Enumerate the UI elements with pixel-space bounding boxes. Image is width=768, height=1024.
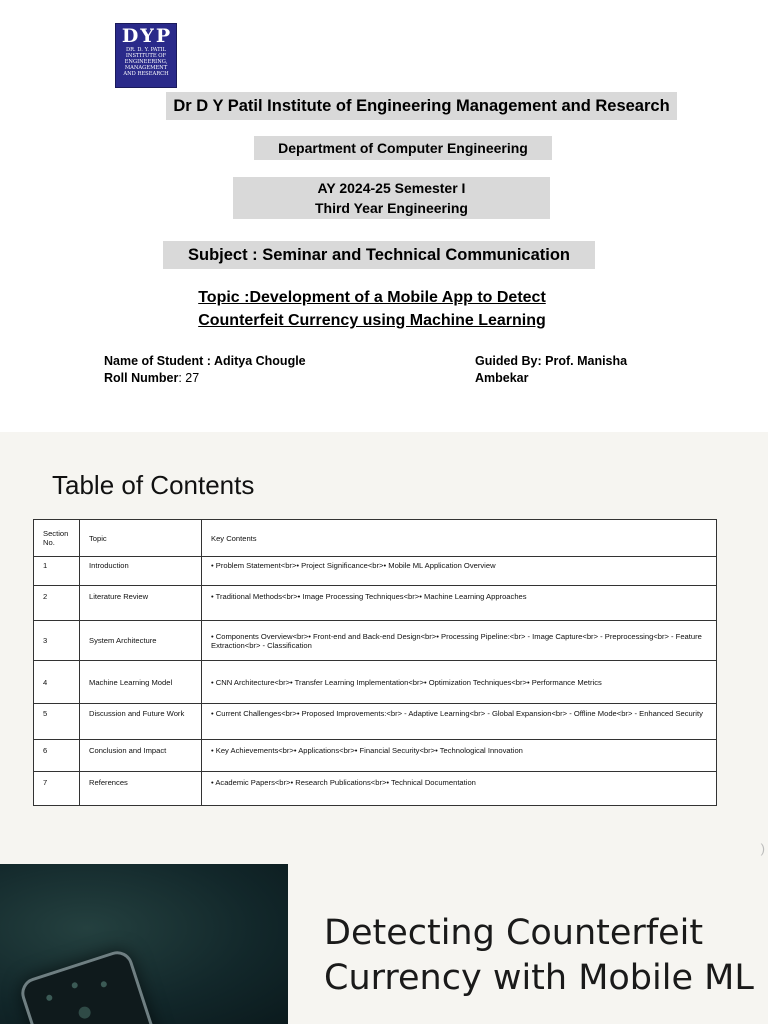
table-row: 6 Conclusion and Impact • Key Achievements<br>• Applications<br>• Financial Security<br>• Technological Innovation xyxy=(34,740,717,772)
academic-year: AY 2024-25 Semester I xyxy=(317,180,466,196)
toc-slide xyxy=(0,432,768,864)
topic-title: Topic :Development of a Mobile App to Detect Counterfeit Currency using Machine Learning xyxy=(198,289,546,329)
toc-header-contents: Key Contents xyxy=(202,520,717,557)
toc-header-section: Section No. xyxy=(34,520,80,557)
toc-title: Table of Contents xyxy=(52,470,255,500)
student-info xyxy=(104,353,306,387)
cover-page xyxy=(0,0,768,432)
logo-subtext: DR. D. Y. PATIL INSTITUTE OF ENGINEERING, MANAGEMENT AND RESEARCH xyxy=(123,47,169,78)
toc-header-row xyxy=(34,520,717,557)
institute-name: Dr D Y Patil Institute of Engineering Management and Research xyxy=(166,92,677,120)
table-row: 1 Introduction • Problem Statement<br>• Project Significance<br>• Mobile ML Application Overview xyxy=(34,557,717,586)
roll-number: Roll Number: 27 xyxy=(104,371,200,385)
slide-title: Detecting Counterfeit Currency with Mobile ML xyxy=(324,913,754,998)
logo-mark: D Y P xyxy=(121,25,171,47)
scroll-indicator-icon: ) xyxy=(760,841,765,856)
institute-logo xyxy=(115,23,177,88)
table-row: 2 Literature Review • Traditional Methods<br>• Image Processing Techniques<br>• Machine Learning Approaches xyxy=(34,586,717,621)
subject-title: Subject : Seminar and Technical Communication xyxy=(163,241,595,269)
phone-photo xyxy=(0,864,288,1024)
table-row: 3 System Architecture • Components Overview<br>• Front-end and Back-end Design<br>• Processing Pipeline:<br> - Image Capture<br> - Preprocessing<br> - Feature Extraction<br> - Classification xyxy=(34,621,717,661)
phone-illustration xyxy=(17,947,179,1024)
table-row: 4 Machine Learning Model • CNN Architecture<br>• Transfer Learning Implementation<br>• Optimization Techniques<br>• Performance Metrics xyxy=(34,661,717,704)
toc-header-topic: Topic xyxy=(80,520,202,557)
student-name: Name of Student : Aditya Chougle xyxy=(104,354,306,368)
toc-table xyxy=(33,519,717,806)
table-row: 5 Discussion and Future Work • Current Challenges<br>• Proposed Improvements:<br> - Adaptive Learning<br> - Global Expansion<br> - Offline Mode<br> - Enhanced Security xyxy=(34,704,717,740)
year-of-study: Third Year Engineering xyxy=(314,200,468,216)
table-row: 7 References • Academic Papers<br>• Research Publications<br>• Technical Documentation xyxy=(34,772,717,806)
department-name: Department of Computer Engineering xyxy=(254,136,552,160)
academic-year-box xyxy=(233,177,550,219)
title-slide xyxy=(0,864,768,1024)
guide-info: Guided By: Prof. Manisha Ambekar xyxy=(475,354,628,385)
